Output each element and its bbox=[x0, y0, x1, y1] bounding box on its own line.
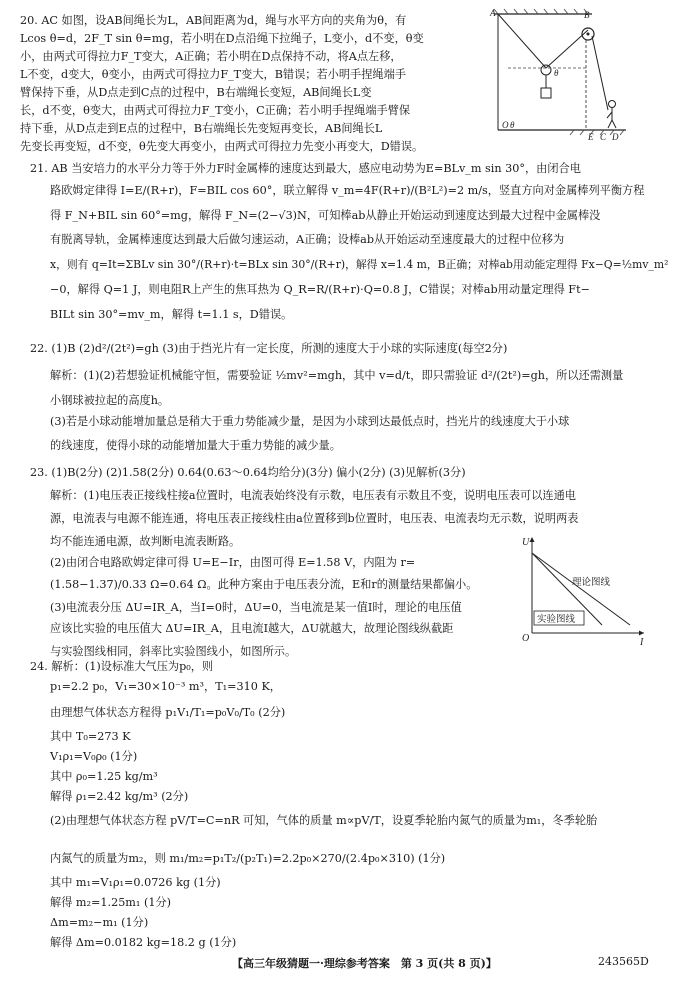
answer-line: −0，解得 Q=1 J，则电阻R上产生的焦耳热为 Q_R=R/(R+r)·Q=0.8 J，C错误；对棒ab用动量定理得 Ft− bbox=[50, 283, 590, 296]
person-head bbox=[609, 101, 616, 108]
answer-line: 24. 解析：(1)设标准大气压为p₀，则 bbox=[30, 660, 214, 673]
answer-line: BILt sin 30°=mv_m，解得 t=1.1 s，D错误。 bbox=[50, 308, 293, 321]
footer-title: 【高三年级猜题一·理综参考答案 第 3 页(共 8 页)】 bbox=[232, 957, 497, 970]
rope-pulley-figure bbox=[488, 6, 628, 142]
answer-line: 持下垂，从D点走到E点的过程中，B右端绳长先变短再变长，AB间绳长L bbox=[20, 122, 383, 135]
answer-line: Δm=m₂−m₁ (1分) bbox=[50, 916, 149, 929]
answer-line: (3)电流表分压 ΔU=IR_A，当I=0时，ΔU=0，当电流是某一值I时，理论的电压值 bbox=[50, 601, 462, 614]
answer-line: Lcos θ=d，2F_T sin θ=mg，若小明在D点沿绳下拉绳子，L变小，d不变，θ变 bbox=[20, 32, 424, 45]
u-i-graph bbox=[518, 533, 648, 648]
answer-line: 解析：(1)(2)若想验证机械能守恒，需要验证 ½mv²=mgh，其中 v=d/t，即只需验证 d²/(2t²)=gh，所以还需测量 bbox=[50, 369, 624, 382]
answer-line: 23. (1)B(2分) (2)1.58(2分) 0.64(0.63～0.64均给分)(3分) 偏小(2分) (3)见解析(3分) bbox=[30, 466, 466, 479]
answer-line: 其中 m₁=V₁ρ₁=0.0726 kg (1分) bbox=[50, 876, 221, 889]
answer-line: 解得 ρ₁=2.42 kg/m³ (2分) bbox=[50, 790, 189, 803]
answer-line: 有脱离导轨，金属棒速度达到最大后做匀速运动，A正确；设棒ab从开始运动至速度最大的过程中位移为 bbox=[50, 233, 565, 246]
answer-line: 路欧姆定律得 I=E/(R+r)，F=BIL cos 60°，联立解得 v_m=4F(R+r)/(B²L²)=2 m/s，竖直方向对金属棒列平衡方程 bbox=[50, 184, 645, 197]
answer-line: 长，d不变，θ变大，由两式可得拉力F_T变小，C正确；若小明手捏绳端手臂保 bbox=[20, 104, 411, 117]
label-theta-2: θ bbox=[510, 120, 515, 130]
label-E: E bbox=[588, 132, 594, 142]
answer-line: 20. AC 如图，设AB间绳长为L，AB间距离为d，绳与水平方向的夹角为θ，有 bbox=[20, 14, 407, 27]
answer-line: L不变，d变大，θ变小，由两式可得拉力F_T变大，B错误；若小明手捏绳端手 bbox=[20, 68, 406, 81]
answer-line: 与实验图线相同，斜率比实验图线小，如图所示。 bbox=[50, 645, 297, 658]
answer-line: 解析：(1)电压表正接线柱接a位置时，电流表始终没有示数，电压表有示数且不变，说明电压表可以连通电 bbox=[50, 489, 576, 502]
label-theta-1: θ bbox=[554, 68, 559, 78]
origin-label: O bbox=[522, 633, 530, 644]
answer-line: 的线速度，使得小球的动能增加量大于重力势能的减少量。 bbox=[50, 439, 341, 452]
footer-code: 243565D bbox=[598, 955, 649, 968]
axis-i-label: I bbox=[640, 637, 644, 648]
answer-line: 得 F_N+BIL sin 60°=mg，解得 F_N=(2−√3)N，可知棒ab从静止开始运动到速度达到最大过程中金属棒没 bbox=[50, 209, 601, 222]
answer-line: (2)由闭合电路欧姆定律可得 U=E−Ir，由图可得 E=1.58 V，内阻为 r= bbox=[50, 556, 416, 569]
rope-to-person bbox=[592, 36, 608, 110]
answer-line: 先变长再变短，d不变，θ先变大再变小，由两式可得拉力先变小再变大，D错误。 bbox=[20, 140, 424, 153]
answer-line: 由理想气体状态方程得 p₁V₁/T₁=p₀V₀/T₀ (2分) bbox=[50, 706, 286, 719]
label-C: C bbox=[600, 132, 607, 142]
answer-line: 其中 ρ₀=1.25 kg/m³ bbox=[50, 770, 158, 783]
label-A: A bbox=[490, 8, 496, 18]
rope-left bbox=[498, 14, 546, 68]
answer-line: 解得 m₂=1.25m₁ (1分) bbox=[50, 896, 171, 909]
answer-line: 内氮气的质量为m₂，则 m₁/m₂=p₁T₂/(p₂T₁)=2.2p₀×270/(2.4p₀×310) (1分) bbox=[50, 852, 446, 865]
answer-line: 22. (1)B (2)d²/(2t²)=gh (3)由于挡光片有一定长度，所测的速度大于小球的实际速度(每空2分) bbox=[30, 342, 508, 355]
answer-line: 21. AB 当安培力的水平分力等于外力F时金属棒的速度达到最大，感应电动势为E=BLv_m sin 30°，由闭合电 bbox=[30, 162, 581, 175]
answer-line: (3)若是小球动能增加量总是稍大于重力势能减少量，是因为小球到达最低点时，挡光片的线速度大于小球 bbox=[50, 415, 570, 428]
answer-line: (2)由理想气体状态方程 pV/T=C=nR 可知，气体的质量 m∝pV/T，设夏季轮胎内氮气的质量为m₁，冬季轮胎 bbox=[50, 814, 598, 827]
label-B: B bbox=[584, 10, 590, 20]
answer-line: 应该比实验的电压值大 ΔU=IR_A，且电流I越大，ΔU就越大，故理论图线纵截距 bbox=[50, 622, 454, 635]
ceiling-hatch bbox=[494, 9, 588, 14]
answer-line: (1.58−1.37)/0.33 Ω=0.64 Ω。此种方案由于电压表分流，E和r的测量结果都偏小。 bbox=[50, 578, 478, 591]
axis-u-label: U bbox=[522, 537, 530, 548]
hanging-pulley bbox=[541, 65, 551, 75]
answer-line: 均不能连通电源，故判断电流表断路。 bbox=[50, 535, 241, 548]
answer-line: 其中 T₀=273 K bbox=[50, 730, 131, 743]
answer-line: V₁ρ₁=V₀ρ₀ (1分) bbox=[50, 750, 138, 763]
answer-line: 小，由两式可得拉力F_T变大，A正确；若小明在D点保持不动，将A点左移， bbox=[20, 50, 402, 63]
hanging-weight bbox=[541, 88, 551, 98]
experiment-line-label: 实验图线 bbox=[537, 615, 576, 625]
answer-line: x，则有 q=It=ΣBLv sin 30°/(R+r)·t=BLx sin 30°/(R+r)，解得 x=1.4 m，B正确；对棒ab用动能定理得 Fx−Q=½mv_m² bbox=[50, 258, 669, 271]
theory-line-label: 理论图线 bbox=[572, 578, 611, 588]
answer-line: p₁=2.2 p₀，V₁=30×10⁻³ m³，T₁=310 K， bbox=[50, 680, 281, 693]
answer-line: 小钢球被拉起的高度h。 bbox=[50, 394, 170, 407]
label-O: O bbox=[502, 120, 509, 130]
answer-line: 解得 Δm=0.0182 kg=18.2 g (1分) bbox=[50, 936, 237, 949]
answer-line: 源，电流表与电源不能连通，将电压表正接线柱由a位置移到b位置时，电压表、电流表均无示数，说明两表 bbox=[50, 512, 579, 525]
label-D: D bbox=[612, 132, 619, 142]
answer-line: 臂保持下垂，从D点走到C点的过程中，B右端绳长变短，AB间绳长L变 bbox=[20, 86, 372, 99]
